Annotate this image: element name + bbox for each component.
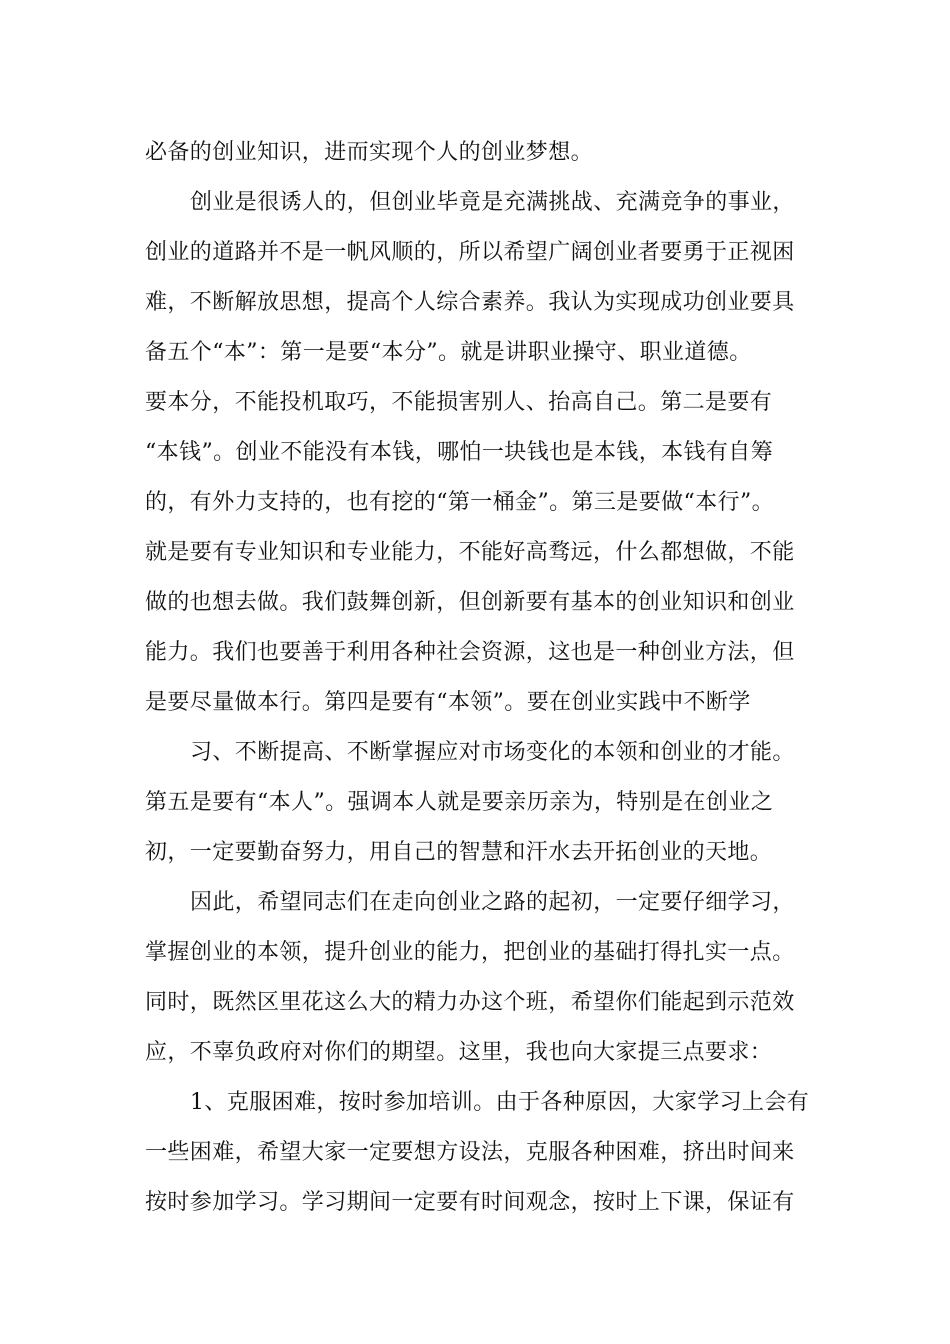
text-line: 能力。我们也要善于利用各种社会资源，这也是一种创业方法，但 (145, 640, 795, 665)
text-line: 的，有外力支持的，也有挖的“第一桶金”。第三是要做“本行”。 (145, 490, 774, 515)
text-line: 就是要有专业知识和专业能力，不能好高骛远，什么都想做，不能 (145, 540, 795, 565)
text-line: 创业的道路并不是一帆风顺的，所以希望广阔创业者要勇于正视困 (145, 240, 795, 265)
text-line: 1、克服困难，按时参加培训。由于各种原因，大家学习上会有 (190, 1090, 810, 1115)
text-line: 必备的创业知识，进而实现个人的创业梦想。 (145, 140, 594, 165)
text-line: 是要尽量做本行。第四是要有“本领”。要在创业实践中不断学 (145, 690, 751, 715)
text-line: 备五个“本”：第一是要“本分”。就是讲职业操守、职业道德。 (145, 340, 752, 365)
text-line: 要本分，不能投机取巧，不能损害别人、抬高自己。第二是要有 (145, 390, 773, 415)
text-line: 应，不辜负政府对你们的期望。这里，我也向大家提三点要求： (145, 1040, 773, 1065)
text-line: 初，一定要勤奋努力，用自己的智慧和汗水去开拓创业的天地。 (145, 840, 773, 865)
text-line: 难，不断解放思想，提高个人综合素养。我认为实现成功创业要具 (145, 290, 795, 315)
text-line: 一些困难，希望大家一定要想方设法，克服各种困难，挤出时间来 (145, 1140, 795, 1165)
text-line: 做的也想去做。我们鼓舞创新，但创新要有基本的创业知识和创业 (145, 590, 795, 615)
text-line: “本钱”。创业不能没有本钱，哪怕一块钱也是本钱，本钱有自筹 (145, 440, 774, 465)
text-line: 因此，希望同志们在走向创业之路的起初，一定要仔细学习， (190, 890, 795, 915)
text-line: 习、不断提高、不断掌握应对市场变化的本领和创业的才能。 (190, 740, 795, 765)
text-line: 第五是要有“本人”。强调本人就是要亲历亲为，特别是在创业之 (145, 790, 774, 815)
text-line: 按时参加学习。学习期间一定要有时间观念，按时上下课，保证有 (145, 1190, 795, 1215)
text-line: 掌握创业的本领，提升创业的能力，把创业的基础打得扎实一点。 (145, 940, 795, 965)
text-line: 同时，既然区里花这么大的精力办这个班，希望你们能起到示范效 (145, 990, 795, 1015)
text-line: 创业是很诱人的，但创业毕竟是充满挑战、充满竞争的事业， (190, 190, 795, 215)
